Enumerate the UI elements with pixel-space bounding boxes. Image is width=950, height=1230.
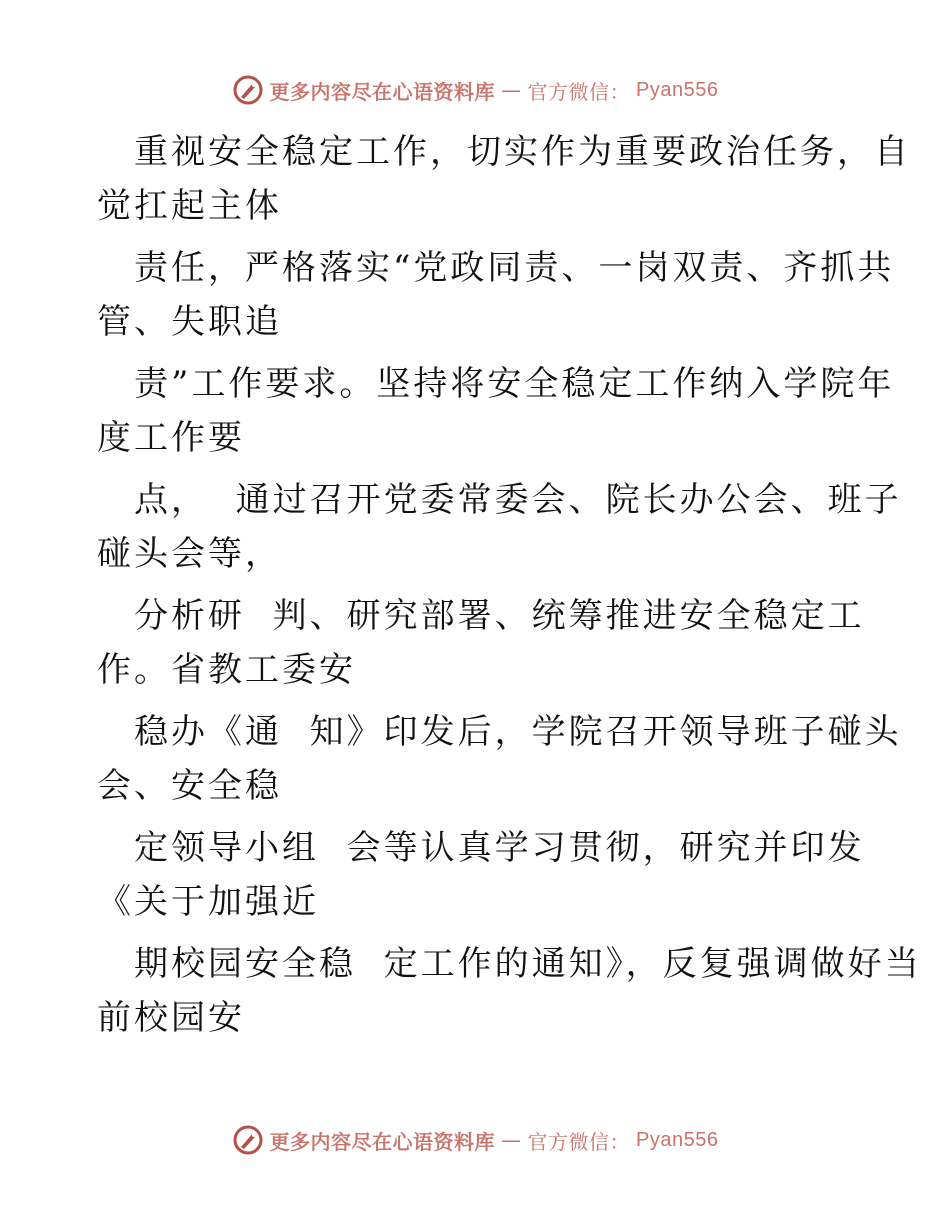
banner-sub-text: 官方微信： [527,79,631,104]
text-line: 责”工作要求。坚持将安全稳定工作纳入学院年 [134,364,895,404]
text-line: 度工作要 [97,418,245,458]
text-line: 管、失职追 [97,302,282,342]
pen-nib-logo-icon [232,1124,264,1156]
text-line: 作。省教工委安 [97,650,356,690]
text-line: 定领导小组 会等认真学习贯彻，研究并印发 [134,828,865,868]
text-line: 前校园安 [97,998,245,1038]
banner-separator: — [501,1128,522,1152]
text-line: 《关于加强近 [97,882,319,922]
banner-wechat-id: Pyan556 [636,78,719,101]
text-line: 点， 通过召开党委常委会、院长办公会、班子 [134,480,902,520]
text-line: 碰头会等， [97,534,282,574]
text-line: 责任，严格落实“党政同责、一岗双责、齐抓共 [134,248,895,288]
text-line: 觉扛起主体 [97,186,282,226]
text-line: 稳办《通 知》印发后，学院召开领导班子碰头 [134,712,902,752]
text-line: 分析研 判、研究部署、统筹推进安全稳定工 [134,596,865,636]
banner-main-text: 更多内容尽在心语资料库 [269,79,496,104]
pen-nib-logo-icon [232,74,264,106]
text-line: 重视安全稳定工作，切实作为重要政治任务，自 [134,132,911,172]
banner-main-text: 更多内容尽在心语资料库 [269,1129,496,1154]
banner-sub-text: 官方微信： [527,1129,631,1154]
text-line: 会、安全稳 [97,766,282,806]
text-line: 期校园安全稳 定工作的通知》，反复强调做好当 [134,944,922,984]
banner-separator: — [501,78,522,102]
header-watermark-banner [0,70,950,110]
banner-wechat-id: Pyan556 [636,1128,719,1151]
footer-watermark-banner [0,1120,950,1160]
